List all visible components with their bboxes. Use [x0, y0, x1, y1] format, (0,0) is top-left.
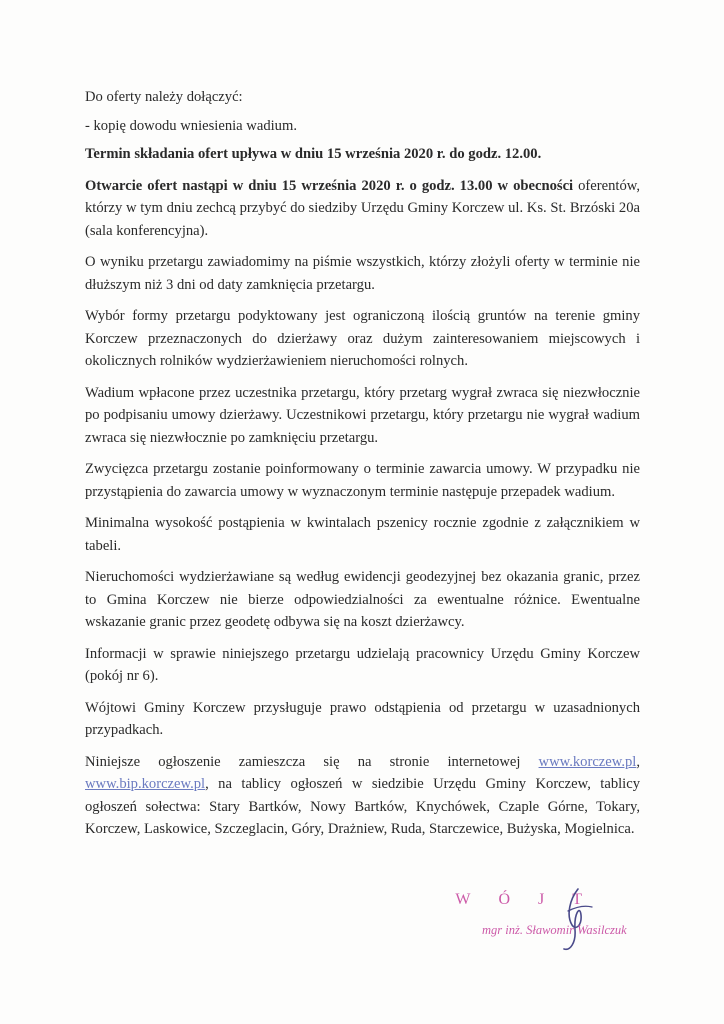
document-body — [85, 86, 640, 850]
deadline-paragraph: Termin składania ofert upływa w dniu 15 września 2020 r. do godz. 12.00. — [85, 146, 542, 162]
opening-paragraph — [85, 175, 640, 243]
publication-text-a: Niniejsze ogłoszenie zamieszcza się na stronie internetowej — [85, 753, 539, 770]
winner-paragraph: Zwycięzca przetargu zostanie poinformowany o terminie zawarcia umowy. W przypadku nie przystąpienia do zawarcia umowy w wyznaczonym terminie następuje przepadek wadium. — [85, 461, 640, 500]
korczew-link[interactable]: www.korczew.pl — [538, 753, 637, 770]
publication-text-c: , na tablicy ogłoszeń w siedzibie Urzędu Gminy Korczew, tablicy ogłoszeń sołectwa: Stary Bartków, Nowy Bartków, Knychówek, Czaple Górne, Tokary, Korczew, Laskowice, Szczeglacin, Góry, Drażniew, Ruda, Starczewice, Bużyska, Mogielnica. — [85, 776, 640, 837]
opening-rest: oferentów, którzy w tym dniu zechcą przybyć do siedziby Urzędu Gminy Korczew ul. Ks. St. Brzóski 20a (sala konferencyjna). — [85, 177, 640, 239]
minimum-bid-paragraph: Minimalna wysokość postąpienia w kwintalach pszenicy rocznie zgodnie z załącznikiem w tabeli. — [85, 515, 640, 554]
handwritten-signature-icon — [548, 885, 608, 955]
result-paragraph: O wyniku przetargu zawiadomimy na piśmie wszystkich, którzy złożyli oferty w terminie nie dłuższym niż 3 dni od daty zamknięcia przetargu. — [85, 254, 640, 293]
bip-korczew-link[interactable]: www.bip.korczew.pl — [85, 776, 206, 792]
publication-text-b: , — [636, 753, 640, 770]
form-choice-paragraph: Wybór formy przetargu podyktowany jest ograniczoną ilością gruntów na terenie gminy Korczew przeznaczonych do dzierżawy oraz dużym zainteresowaniem miejscowych i okolicznych rolników wydzierżawieniem nieruchomości rolnych. — [85, 308, 640, 369]
boundaries-paragraph: Nieruchomości wydzierżawiane są według ewidencji geodezyjnej bez okazania granic, przez to Gmina Korczew nie bierze odpowiedzialności za ewentualne różnice. Ewentualne wskazanie granic przez geodetę odbywa się na koszt dzierżawcy. — [85, 569, 640, 630]
signature-name: mgr inż. Sławomir Wasilczuk — [482, 923, 627, 937]
signature-title: WÓJT — [455, 891, 610, 908]
opening-bold: Otwarcie ofert nastąpi w dniu 15 września 2020 r. o godz. 13.00 w obecności — [85, 177, 574, 194]
attachment-item: - kopię dowodu wniesienia wadium. — [85, 117, 297, 134]
deposit-paragraph: Wadium wpłacone przez uczestnika przetargu, który przetarg wygrał zwraca się niezwłocznie po podpisaniu umowy dzierżawy. Uczestnikowi przetargu, który przetargu nie wygrał wadium zwraca się niezwłocznie po zamknięciu przetargu. — [85, 384, 640, 446]
signature-stamp — [455, 885, 670, 955]
information-paragraph: Informacji w sprawie niniejszego przetargu udzielają pracownicy Urzędu Gminy Korczew (pokój nr 6). — [85, 645, 640, 684]
publication-paragraph — [85, 751, 640, 841]
withdrawal-paragraph: Wójtowi Gminy Korczew przysługuje prawo odstąpienia od przetargu w uzasadnionych przypadkach. — [85, 699, 640, 738]
attachment-intro: Do oferty należy dołączyć: — [85, 89, 243, 105]
